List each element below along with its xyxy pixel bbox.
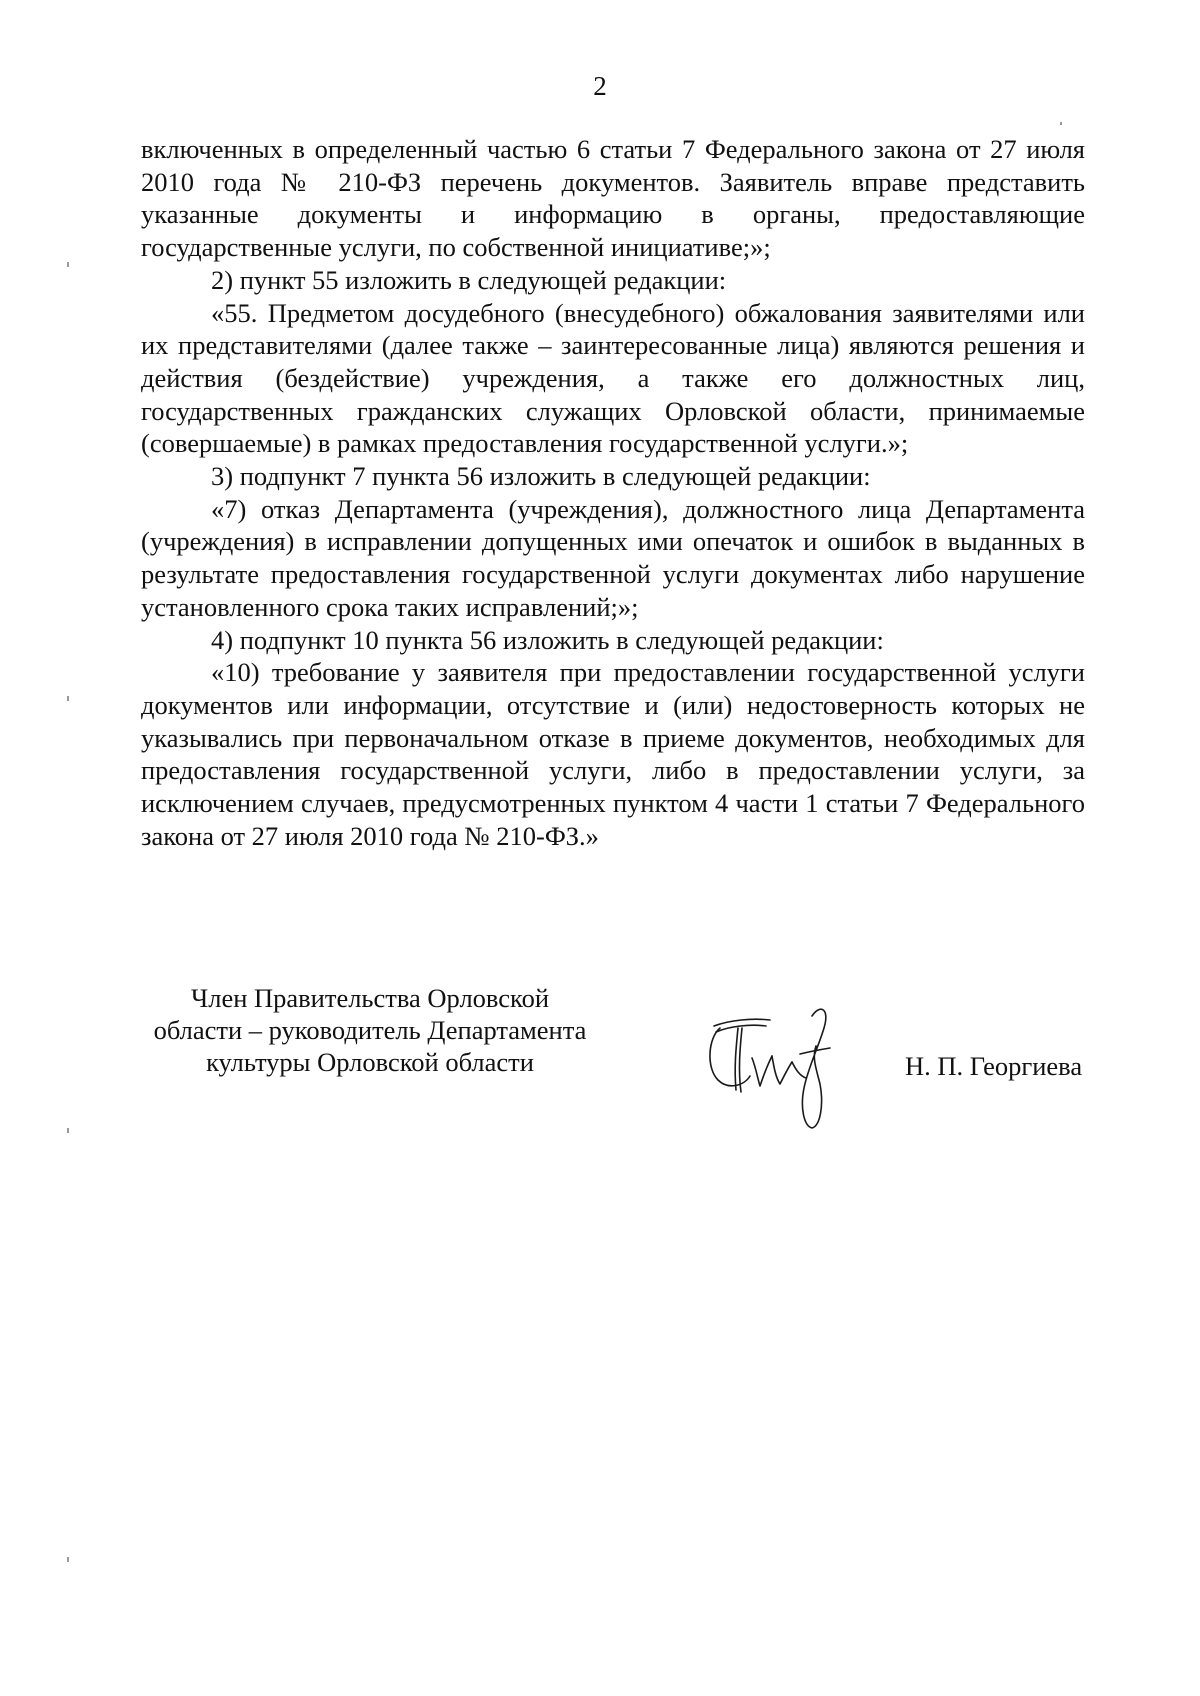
scan-artifact [67,696,69,701]
scan-artifact [67,262,69,267]
scan-artifact [67,1557,69,1562]
signer-name: Н. П. Георгиева [905,1051,1083,1081]
handwritten-signature-icon [700,998,860,1138]
scan-artifact [67,1128,69,1133]
signatory-position [140,982,600,1078]
position-line: Член Правительства Орловской [191,983,549,1013]
paragraph-item-3: 3) подпункт 7 пункта 56 изложить в следующей редакции: [211,461,871,492]
paragraph-quote-10: «10) требование у заявителя при предоставлении государственной услуги документов или информации, отсутствие и (или) недостоверность которых не указывались при первоначальном отказе в приеме документов, необходимых для предоставления государственной услуги, либо в предоставлении услуги, за исключением случаев, предусмотренных пунктом 4 части 1 статьи 7 Федерального закона от 27 июля 2010 года № 210-ФЗ.» [141,657,1085,851]
document-body [141,133,1085,852]
paragraph-quote-55: «55. Предметом досудебного (внесудебного) обжалования заявителями или их представителями (далее также – заинтересованные лица) являются решения и действия (бездействие) учреждения, а также его должностных лиц, государственных гражданских служащих Орловской области, принимаемые (совершаемые) в рамках предоставления государственной услуги.»; [141,297,1085,459]
position-line: культуры Орловской области [206,1047,534,1077]
paragraph-quote-7: «7) отказ Департамента (учреждения), должностного лица Департамента (учреждения) в исправлении допущенных ими опечаток и ошибок в выданных в результате предоставления государственной услуги документах либо нарушение установленного срока таких исправлений;»; [141,493,1085,622]
paragraph-continuation: включенных в определенный частью 6 статьи 7 Федерального закона от 27 июля 2010 года № 210-ФЗ перечень документов. Заявитель вправе представить указанные документы и информацию в органы, предоставляющие государственные услуги, по собственной инициативе;»; [141,134,1085,263]
page-number: 2 [593,71,607,101]
paragraph-item-2: 2) пункт 55 изложить в следующей редакции: [211,264,727,295]
scan-artifact [1060,122,1062,125]
position-line: области – руководитель Департамента [153,1015,587,1045]
paragraph-item-4: 4) подпункт 10 пункта 56 изложить в следующей редакции: [211,624,884,655]
